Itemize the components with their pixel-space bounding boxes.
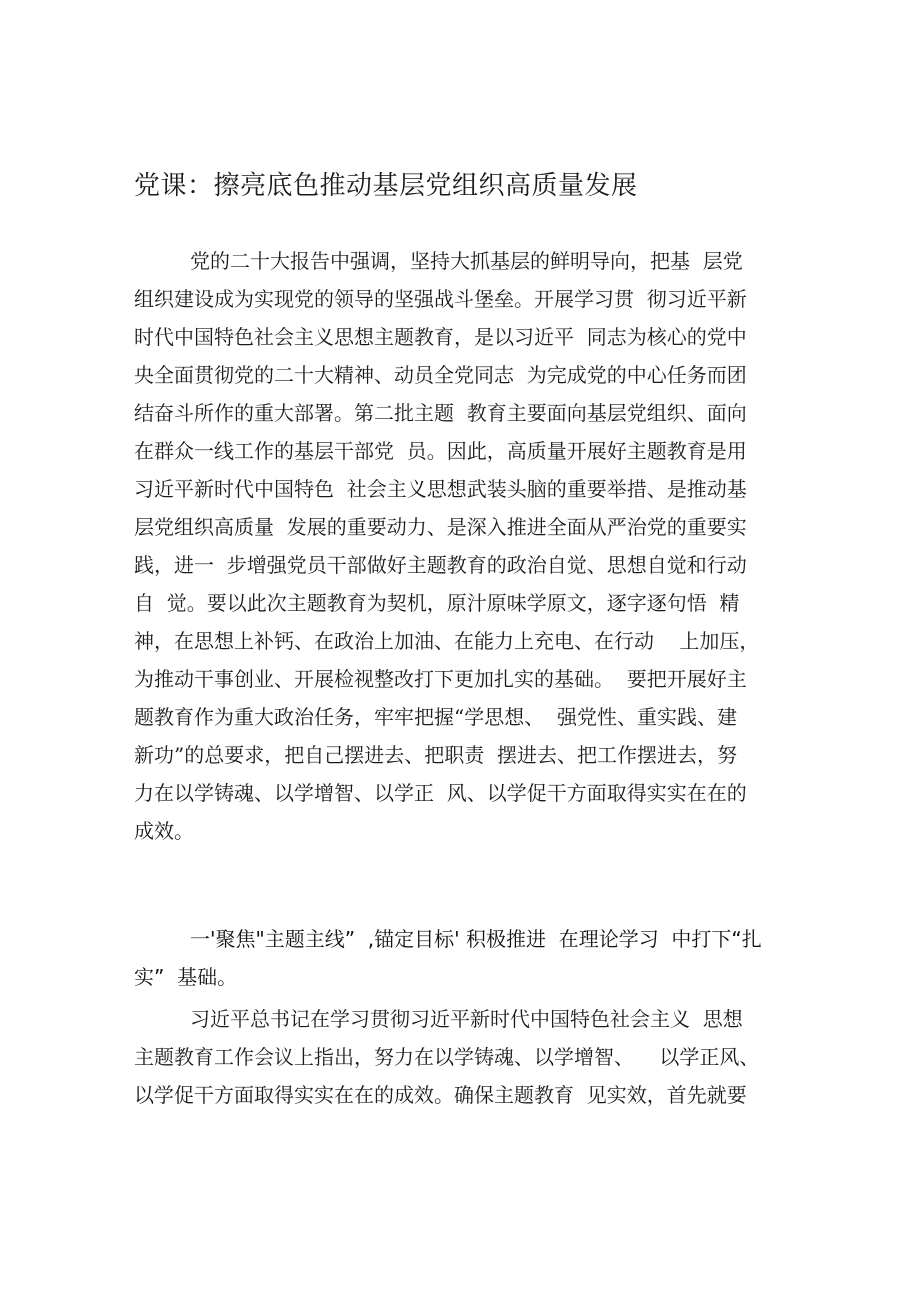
body-paragraph-2 bbox=[134, 1000, 794, 1114]
paragraph-line: 新功”的总要求，把自己摆进去、把职责 摆进去、把工作摆进去，努 bbox=[134, 743, 737, 767]
paragraph-line: 力在以学铸魂、以学增智、以学正 风、以学促干方面取得实实在在的 bbox=[134, 781, 747, 805]
paragraph-line: 时代中国特色社会主义思想主题教育，是以习近平 同志为核心的党中 bbox=[134, 325, 747, 349]
paragraph-line: 以学促干方面取得实实在在的成效。确保主题教育 见实效，首先就要 bbox=[134, 1083, 747, 1107]
section-heading-line: 一'聚焦"主题主线” ,锚定目标' 积极推进 在理论学习 中打下“扎 bbox=[190, 927, 762, 951]
paragraph-line: 组织建设成为实现党的领导的坚强战斗堡垒。开展学习贯 彻习近平新 bbox=[134, 287, 747, 311]
paragraph-line: 践，进一 步增强党员干部做好主题教育的政治自觉、思想自觉和行动 bbox=[134, 553, 747, 577]
paragraph-line: 主题教育工作会议上指出，努力在以学铸魂、以学增智、 以学正风、 bbox=[134, 1045, 760, 1069]
paragraph-line: 习近平总书记在学习贯彻习近平新时代中国特色社会主义 思想 bbox=[190, 1007, 743, 1031]
paragraph-line: 层党组织高质量 发展的重要动力、是深入推进全面从严治党的重要实 bbox=[134, 515, 747, 539]
paragraph-line: 习近平新时代中国特色 社会主义思想武装头脑的重要举措、是推动基 bbox=[134, 477, 747, 501]
body-paragraph-1 bbox=[134, 242, 794, 850]
paragraph-line: 为推动干事创业、开展检视整改打下更加扎实的基础。 要把开展好主 bbox=[134, 667, 747, 691]
paragraph-line: 题教育作为重大政治任务，牢牢把握“学思想、 强党性、重实践、建 bbox=[134, 705, 737, 729]
paragraph-line: 党的二十大报告中强调，坚持大抓基层的鲜明导向，把基 层党 bbox=[190, 249, 743, 273]
document-title: 党课：擦亮底色推动基层党组织高质量发展 bbox=[134, 171, 638, 201]
paragraph-line: 央全面贯彻党的二十大精神、动员全党同志 为完成党的中心任务而团 bbox=[134, 363, 747, 387]
paragraph-line: 自 觉。要以此次主题教育为契机，原汁原味学原文，逐字逐句悟 精 bbox=[134, 591, 740, 615]
section-heading-1 bbox=[134, 920, 794, 996]
paragraph-line: 在群众一线工作的基层干部党 员。因此，高质量开展好主题教育是用 bbox=[134, 439, 747, 463]
paragraph-line: 结奋斗所作的重大部署。第二批主题 教育主要面向基层党组织、面向 bbox=[134, 401, 747, 425]
paragraph-line: 神，在思想上补钙、在政治上加油、在能力上充电、在行动 上加压， bbox=[134, 629, 760, 653]
section-heading-line: 实” 基础。 bbox=[134, 965, 238, 989]
paragraph-line: 成效。 bbox=[134, 819, 194, 843]
